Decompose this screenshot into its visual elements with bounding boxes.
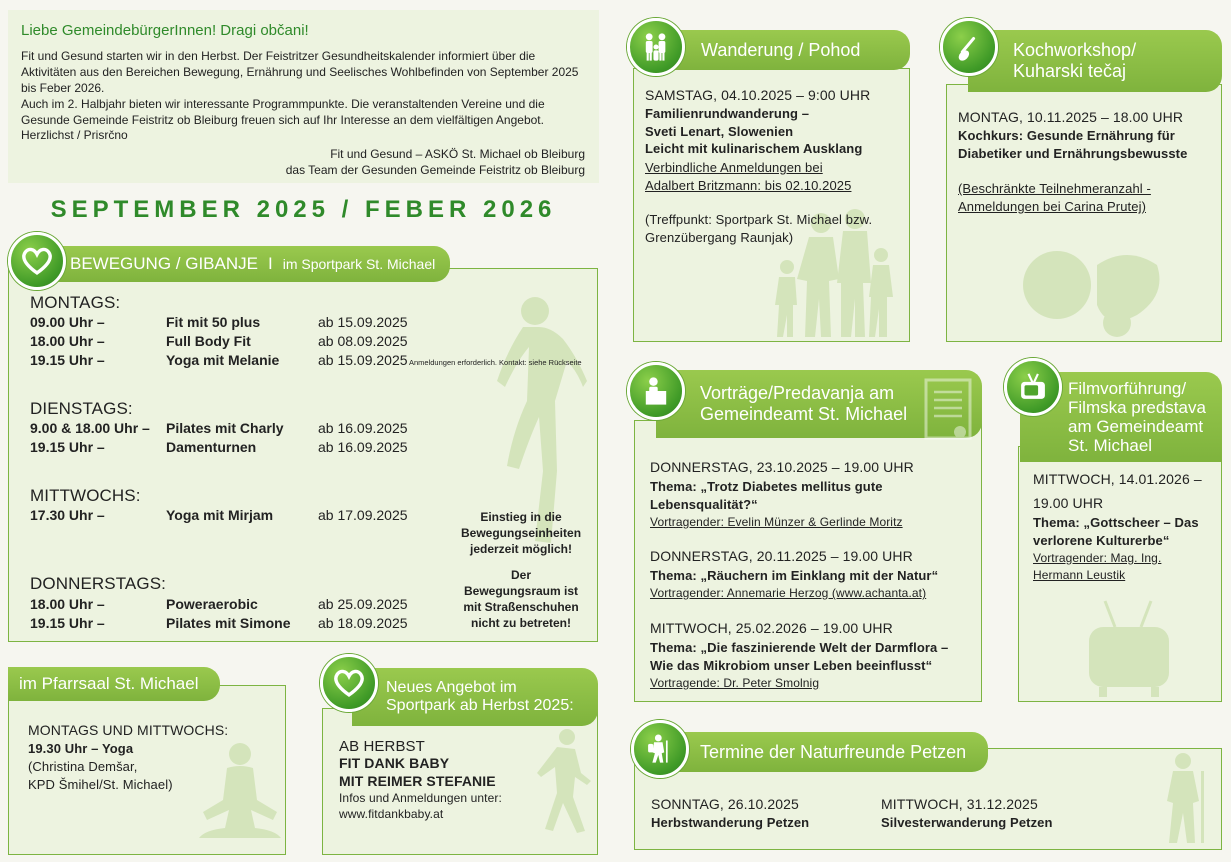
koch-header (968, 30, 1222, 92)
day-label-mittwochs: MITTWOCHS: (30, 486, 141, 505)
time-label: 9.00 & 18.00 Uhr – (30, 420, 150, 436)
talk-topic: Lebensqualität?“ (650, 497, 758, 512)
tv-silhouette-icon (1085, 597, 1175, 697)
runner-silhouette-icon (535, 727, 595, 847)
vortraege-panel (634, 420, 982, 702)
day-label-montags: MONTAGS: (30, 293, 121, 312)
pfarrsaal-line-1: (Christina Demšar, (28, 759, 138, 774)
time-label: 09.00 Uhr – (30, 314, 105, 330)
wanderung-title-1: Familienrundwanderung – (645, 106, 810, 121)
intro-signature-1: Fit und Gesund – ASKÖ St. Michael ob Bleiburg (330, 147, 585, 161)
intro-paragraph-2: Auch im 2. Halbjahr bieten wir interessante Programmpunkte. Die veranstaltenden Vereine und die Gesunde Gemeinde Feistritz ob Bleiburg freuen sich auf Ihr Interesse an dem vielfältigen Angebot. (21, 97, 545, 127)
course-label: Pilates mit Simone (166, 615, 291, 631)
neues-header (352, 668, 598, 726)
pfarrsaal-panel (8, 685, 286, 855)
course-label: Yoga mit Mirjam (166, 507, 274, 523)
date-label: ab 15.09.2025 (318, 314, 408, 330)
bewegung-title: BEWEGUNG / GIBANJE (70, 254, 258, 273)
koch-title-line-2: Kuharski tečaj (1013, 61, 1127, 81)
course-label: Fit mit 50 plus (166, 314, 261, 330)
date-label: ab 08.09.2025 (318, 333, 408, 349)
intro-closing: Herzlichst / Prisrčno (21, 128, 128, 142)
period-heading: SEPTEMBER 2025 / FEBER 2026 (50, 196, 557, 223)
lecturer-icon (627, 362, 685, 420)
course-label: Poweraerobic (166, 596, 258, 612)
wanderung-panel (633, 68, 910, 342)
talk-date: DONNERSTAG, 23.10.2025 – 19.00 UHR (650, 459, 914, 475)
tv-icon (1004, 358, 1062, 416)
film-topic-1: Thema: „Gottscheer – Das (1033, 515, 1199, 530)
neues-info: Infos und Anmeldungen unter: (339, 791, 502, 805)
hiker-icon (631, 720, 689, 778)
intro-panel (8, 10, 599, 183)
event-name: Silvesterwanderung Petzen (881, 815, 1053, 830)
vortraege-title-1: Vorträge/Predavanja am (700, 383, 895, 403)
wanderung-registration-2: Adalbert Britzmann: bis 02.10.2025 (645, 178, 852, 193)
neues-name-2: MIT REIMER STEFANIE (339, 773, 496, 789)
time-label: 19.15 Uhr – (30, 352, 105, 368)
day-label-donnerstags: DONNERSTAGS: (30, 574, 166, 593)
date-label: ab 16.09.2025 (318, 420, 408, 436)
neues-title-2: Sportpark ab Herbst 2025: (386, 697, 574, 714)
neues-angebot-panel (322, 708, 598, 855)
pfarrsaal-title: im Pfarrsaal St. Michael (19, 674, 199, 693)
time-label: 19.15 Uhr – (30, 615, 105, 631)
koch-title-line-1: Kochworkshop/ (1013, 40, 1137, 60)
date-label: ab 25.09.2025 (318, 596, 408, 612)
time-label: 18.00 Uhr – (30, 596, 105, 612)
talk-date: MITTWOCH, 25.02.2026 – 19.00 UHR (650, 620, 893, 636)
course-label: Full Body Fit (166, 333, 251, 349)
film-title-4: St. Michael (1068, 436, 1153, 455)
event-date: SONNTAG, 26.10.2025 (651, 796, 799, 812)
intro-greeting: Liebe GemeindebürgerInnen! Dragi občani! (21, 22, 309, 39)
wanderung-title-2: Sveti Lenart, Slowenien (645, 124, 794, 139)
koch-note-1: (Beschränkte Teilnehmeranzahl - (958, 181, 1151, 196)
koch-title-1: Kochkurs: Gesunde Ernährung für (958, 128, 1175, 143)
talk-topic: Thema: „Räuchern im Einklang mit der Natur“ (650, 568, 939, 583)
course-label: Yoga mit Melanie (166, 352, 280, 368)
film-date-2: 19.00 UHR (1033, 495, 1104, 511)
koch-note-2: Anmeldungen bei Carina Prutej) (958, 199, 1146, 214)
course-label: Pilates mit Charly (166, 420, 284, 436)
wanderung-title-3: Leicht mit kulinarischem Ausklang (645, 141, 863, 156)
wanderung-meetpoint-1: (Treffpunkt: Sportpark St. Michael bzw. (645, 212, 873, 227)
bewegung-header (40, 246, 450, 282)
date-label: ab 17.09.2025 (318, 507, 408, 523)
heart-logo-icon (320, 654, 378, 712)
film-speaker-1: Vortragender: Mag. Ing. (1033, 551, 1162, 565)
event-name: Herbstwanderung Petzen (651, 815, 810, 830)
time-label: 18.00 Uhr – (30, 333, 105, 349)
neues-url[interactable]: www.fitdankbaby.at (339, 807, 444, 821)
entry-note: Einstieg in die Bewegungseinheiten jederzeit möglich! (461, 510, 582, 556)
neues-title-1: Neues Angebot im (386, 679, 517, 696)
neues-name-1: FIT DANK BABY (339, 755, 450, 771)
bewegung-separator: I (267, 254, 273, 273)
talk-topic: Thema: „Die faszinierende Welt der Darmflora – (650, 640, 949, 655)
wanderung-title: Wanderung / Pohod (701, 39, 861, 60)
talk-date: DONNERSTAG, 20.11.2025 – 19.00 UHR (650, 548, 913, 564)
wanderung-registration-1: Verbindliche Anmeldungen bei (645, 160, 823, 175)
wanderung-meetpoint-2: Grenzübergang Raunjak) (645, 230, 794, 245)
intro-signature-2: das Team der Gesunden Gemeinde Feistritz ob Bleiburg (285, 163, 585, 177)
wanderung-date: SAMSTAG, 04.10.2025 – 9:00 UHR (645, 87, 871, 103)
event-date: MITTWOCH, 31.12.2025 (881, 796, 1038, 812)
talk-speaker: Vortragender: Evelin Münzer & Gerlinde Moritz (650, 515, 903, 529)
pfarrsaal-course: 19.30 Uhr – Yoga (28, 741, 134, 756)
koch-date: MONTAG, 10.11.2025 – 18.00 UHR (958, 109, 1184, 125)
pfarrsaal-line-2: KPD Šmihel/St. Michael) (28, 777, 173, 792)
koch-title-2: Diabetiker und Ernährungsbewusste (958, 146, 1188, 161)
bewegung-location: im Sportpark St. Michael (282, 256, 436, 272)
vortraege-title-2: Gemeindeamt St. Michael (700, 404, 908, 424)
film-speaker-2: Hermann Leustik (1033, 568, 1126, 582)
date-label: ab 15.09.2025 (318, 352, 408, 368)
yoga-silhouette-icon (195, 738, 285, 848)
shoes-note: Der Bewegungsraum ist mit Straßenschuhen nicht zu betreten! (463, 568, 579, 630)
film-title-3: am Gemeindeamt (1068, 417, 1204, 436)
koch-panel (946, 84, 1222, 342)
spoon-icon (940, 18, 998, 76)
film-topic-2: verlorene Kulturerbe“ (1033, 533, 1170, 548)
pfarrsaal-header (8, 667, 220, 701)
talk-topic: Wie das Mikrobiom unser Leben beeinflusst“ (650, 658, 933, 673)
neues-start: AB HERBST (339, 738, 425, 755)
talk-topic: Thema: „Trotz Diabetes mellitus gute (650, 479, 883, 494)
wanderung-header (656, 30, 910, 70)
bewegung-panel (8, 268, 598, 642)
date-label: ab 18.09.2025 (318, 615, 408, 631)
naturfreunde-header (656, 732, 988, 772)
talk-speaker: Vortragende: Dr. Peter Smolnig (650, 676, 820, 690)
film-date-1: MITTWOCH, 14.01.2026 – (1033, 471, 1202, 487)
hiker-silhouette-icon (1153, 751, 1213, 847)
family-silhouette-icon (769, 209, 899, 339)
film-title-2: Filmska predstava (1068, 398, 1206, 417)
day-label-dienstags: DIENSTAGS: (30, 399, 133, 418)
time-label: 19.15 Uhr – (30, 439, 105, 455)
document-icon (922, 376, 974, 446)
heart-logo-icon (8, 232, 66, 290)
family-icon (627, 18, 685, 76)
film-title-1: Filmvorführung/ (1068, 379, 1187, 398)
course-label: Damenturnen (166, 439, 257, 455)
registration-note: Anmeldungen erforderlich. Kontakt: siehe Rückseite (409, 358, 582, 367)
date-label: ab 16.09.2025 (318, 439, 408, 455)
intro-paragraph-1: Fit und Gesund starten wir in den Herbst. Der Feistritzer Gesundheitskalender informiert über die Aktivitäten aus den Bereichen Bewegung, Ernährung und Seelisches Wohlbefinden von September 2025 bis Feber 2026. (21, 49, 579, 95)
talk-speaker: Vortragender: Annemarie Herzog (www.achanta.at) (650, 586, 927, 600)
naturfreunde-title: Termine der Naturfreunde Petzen (700, 741, 967, 762)
film-panel (1018, 446, 1222, 702)
pfarrsaal-days: MONTAGS UND MITTWOCHS: (28, 722, 229, 738)
time-label: 17.30 Uhr – (30, 507, 105, 523)
vegetables-silhouette-icon (1017, 235, 1167, 340)
